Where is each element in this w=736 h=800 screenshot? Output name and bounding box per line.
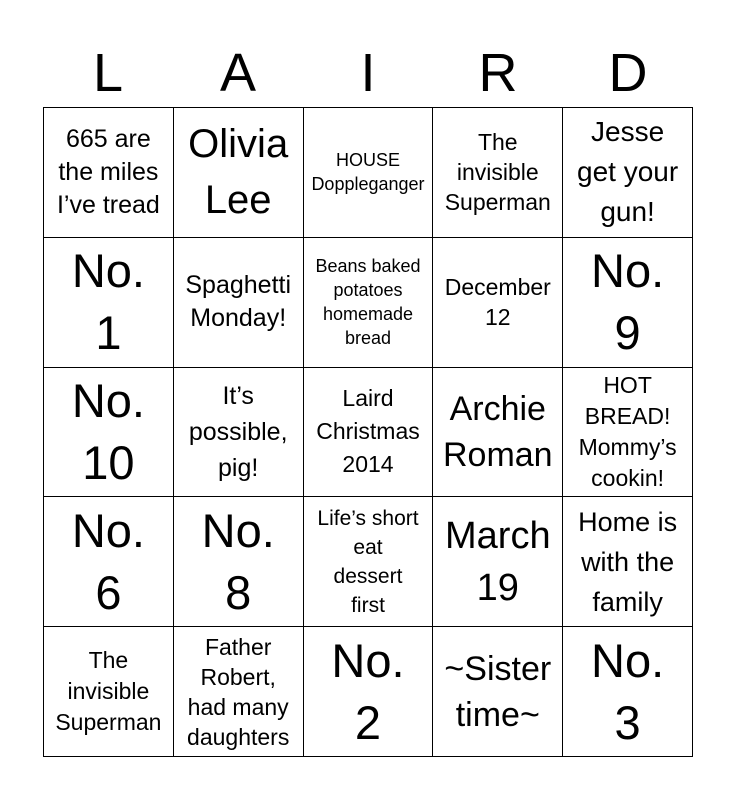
bingo-cell-r4c5 — [563, 497, 693, 627]
bingo-cell-r2c4 — [433, 238, 563, 368]
bingo-cell-r1c5 — [563, 108, 693, 238]
cell-text: No. 9 — [591, 244, 665, 360]
bingo-cell-r3c4 — [433, 368, 563, 498]
cell-text: HOUSE Doppleganger — [311, 150, 425, 195]
header-letter-i: I — [360, 43, 376, 103]
header-letter-l: L — [92, 43, 124, 103]
bingo-cell-r5c5 — [563, 627, 693, 757]
cell-text: No. 8 — [201, 503, 275, 619]
cell-text: HOT BREAD! Mommy’s cookin! — [578, 371, 677, 491]
header-letter-a: A — [219, 43, 257, 103]
bingo-cell-r5c1 — [44, 627, 174, 757]
cell-text: Spaghetti Monday! — [185, 271, 292, 333]
bingo-header — [43, 42, 693, 104]
bingo-cell-r2c3 — [304, 238, 434, 368]
cell-text: Archie Roman — [442, 389, 553, 474]
cell-text: No. 10 — [71, 373, 145, 489]
header-letter-d: D — [608, 43, 648, 103]
cell-text: Jesse get your gun! — [577, 116, 679, 228]
cell-text: Home is with the family — [578, 506, 678, 617]
bingo-cell-r3c2 — [174, 368, 304, 498]
cell-text: Beans baked potatoes homemade bread — [315, 256, 421, 349]
cell-text: No. 6 — [71, 503, 145, 619]
cell-text: No. 1 — [71, 244, 145, 360]
bingo-cell-r5c3 — [304, 627, 434, 757]
bingo-cell-r4c1 — [44, 497, 174, 627]
cell-text: March 19 — [445, 514, 551, 609]
bingo-cell-r2c2 — [174, 238, 304, 368]
bingo-cell-r4c3 — [304, 497, 434, 627]
bingo-cell-r3c3 — [304, 368, 434, 498]
cell-text: ~Sister time~ — [444, 649, 552, 734]
cell-text: Father Robert, had many daughters — [187, 633, 290, 750]
header-letter-r: R — [478, 43, 518, 103]
bingo-cell-r5c4 — [433, 627, 563, 757]
bingo-cell-r1c2 — [174, 108, 304, 238]
cell-text: No. 2 — [331, 633, 405, 749]
bingo-cell-r3c5 — [563, 368, 693, 498]
bingo-cell-r5c2 — [174, 627, 304, 757]
bingo-cell-r1c4 — [433, 108, 563, 238]
bingo-grid — [43, 107, 693, 757]
cell-text: 665 are the miles I’ve tread — [56, 124, 160, 219]
bingo-cell-r1c3 — [304, 108, 434, 238]
bingo-cell-r3c1 — [44, 368, 174, 498]
cell-text: The invisible Superman — [444, 129, 551, 216]
cell-text: Olivia Lee — [188, 122, 289, 223]
bingo-cell-r4c4 — [433, 497, 563, 627]
cell-text: Life’s short eat dessert first — [317, 506, 419, 617]
cell-text: December 12 — [444, 274, 551, 331]
bingo-cell-r1c1 — [44, 108, 174, 238]
bingo-cell-r2c1 — [44, 238, 174, 368]
cell-text: Laird Christmas 2014 — [316, 385, 420, 478]
cell-text: It’s possible, pig! — [188, 381, 288, 482]
bingo-cell-r4c2 — [174, 497, 304, 627]
cell-text: The invisible Superman — [55, 647, 162, 736]
cell-text: No. 3 — [591, 633, 665, 749]
bingo-cell-r2c5 — [563, 238, 693, 368]
